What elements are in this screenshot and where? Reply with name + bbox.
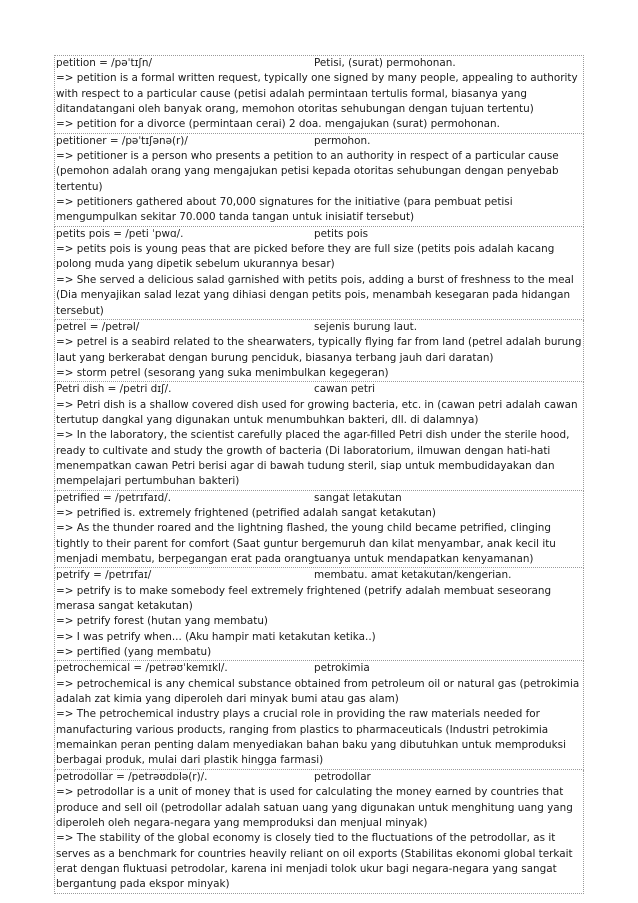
entry-term: petrodollar = /petrəʊdɒlə(r)/. <box>56 770 208 783</box>
entry-line: => petrel is a seabird related to the shearwaters, typically flying far from land (petrel adalah burung laut yang berkerabat dengan burung penciduk, biasanya terbang jauh dari daratan) <box>56 336 582 364</box>
entry-term: petrochemical = /petrəʊˈkemɪkl/. <box>56 662 228 675</box>
entry-line: => petrify is to make somebody feel extremely frightened (petrify adalah membuat seseorang merasa sangat ketakutan) <box>56 584 552 613</box>
entry-petri-dish <box>54 382 584 490</box>
entry-meaning: petits pois <box>314 227 368 240</box>
entry-meaning: cawan petri <box>314 383 376 396</box>
entry-petrify <box>54 568 584 661</box>
entry-line: => pertified (yang membatu) <box>56 646 212 659</box>
entry-term: petrel = /petrəl/ <box>56 320 140 333</box>
entry-line: => storm petrel (sesorang yang suka menimbulkan kegegeran) <box>56 366 389 379</box>
entry-petits-pois <box>54 227 584 320</box>
entry-petrified <box>54 491 584 569</box>
entry-header <box>56 134 582 149</box>
entry-petrochemical <box>54 661 584 769</box>
entry-petition <box>54 55 584 134</box>
entry-term: petrified = /petrɪfaɪd/. <box>56 491 172 504</box>
entry-line: => She served a delicious salad garnished with petits pois, adding a burst of freshness to the meal (Dia menyajikan salad lezat yang dihiasi dengan petits pois, menambah kesegaran pada hidangan tersebut) <box>56 273 574 317</box>
entry-term: petition = /pəˈtɪʃn/ <box>56 57 153 69</box>
entry-line: => petitioners gathered about 70,000 signatures for the initiative (para pembuat petisi mengumpulkan sekitar 70.000 tanda tangan untuk inisiatif tersebut) <box>56 196 513 224</box>
entry-meaning: Petisi, (surat) permohonan. <box>314 57 456 69</box>
entry-meaning: permohon. <box>314 134 371 147</box>
entry-line: => petitioner is a person who presents a petition to an authority in respect of a particular cause (pemohon adalah orang yang mengajukan petisi kepada otoritas sehubungan dengan penyebab tertentu) <box>56 150 559 193</box>
entry-line: => Petri dish is a shallow covered dish used for growing bacteria, etc. in (cawan petri adalah cawan tertutup dangkal yang digunakan untuk menumbuhkan bakteri, dll. di dalamnya) <box>56 398 578 426</box>
entry-meaning: petrodollar <box>314 770 371 783</box>
entry-meaning: sejenis burung laut. <box>314 320 418 333</box>
entry-header <box>56 227 582 242</box>
entry-term: petitioner = /pəˈtɪʃənə(r)/ <box>56 134 188 147</box>
entry-line: => petition for a divorce (permintaan cerai) 2 doa. mengajukan (surat) permohonan. <box>56 118 500 131</box>
entry-petrodollar <box>54 770 584 894</box>
entry-meaning: sangat letakutan <box>314 491 402 504</box>
entry-meaning: petrokimia <box>314 662 370 675</box>
entry-petitioner <box>54 134 584 227</box>
entry-header <box>56 320 582 335</box>
entry-line: => In the laboratory, the scientist carefully placed the agar-filled Petri dish under the sterile hood, ready to cultivate and study the growth of bacteria (Di laboratorium, ilmuwan dengan hati-hati menempatkan cawan Petri berisi agar di bawah tudung steril, siap untuk membudidayakan dan mempelajari pertumbuhan bakteri) <box>56 429 570 488</box>
entry-header <box>56 568 582 583</box>
entry-line: => As the thunder roared and the lightning flashed, the young child became petrified, clinging tightly to their parent for comfort (Saat guntur bergemuruh dan kilat menyambar, anak kecil itu menjadi membatu, berpegangan erat pada orangtuanya untuk mendapatkan kenyamanan) <box>56 522 556 565</box>
entry-line: => petrified is. extremely frightened (petrified adalah sangat ketakutan) <box>56 506 436 519</box>
entry-header <box>56 382 582 397</box>
entry-line: => The stability of the global economy is closely tied to the fluctuations of the petrodollar, as it serves as a benchmark for countries heavily reliant on oil exports (Stabilitas ekonomi global terkait erat dengan fluktuasi petrodolar, karena ini menjadi tolok ukur bagi negara-negara yang sangat bergantung pada ekspor minyak) <box>56 832 573 891</box>
entry-term: petits pois = /peti ˈpwɑ/. <box>56 227 184 240</box>
entry-term: Petri dish = /petri dɪʃ/. <box>56 383 172 396</box>
entry-header <box>56 56 582 71</box>
entry-line: => petrodollar is a unit of money that is used for calculating the money earned by countries that produce and sell oil (petrodollar adalah satuan uang yang digunakan untuk menghitung uang yang diperoleh oleh negara-negara yang memproduksi dan menjual minyak) <box>56 786 573 829</box>
glossary-table <box>54 55 584 894</box>
entry-header <box>56 770 582 785</box>
entry-line: => petrochemical is any chemical substance obtained from petroleum oil or natural gas (petrokimia adalah zat kimia yang diperoleh dari minyak bumi atau gas alam) <box>56 677 580 706</box>
entry-header <box>56 491 582 506</box>
entry-line: => petits pois is young peas that are picked before they are full size (petits pois adalah kacang polong muda yang dipetik sebelum ukurannya besar) <box>56 243 555 271</box>
entry-petrel <box>54 320 584 382</box>
entry-header <box>56 661 582 676</box>
entry-term: petrify = /petrɪfaɪ/ <box>56 569 152 582</box>
entry-line: => The petrochemical industry plays a crucial role in providing the raw materials needed for manufacturing various products, ranging from plastics to pharmaceuticals (Industri petrokimia memainkan peran penting dalam menyediakan bahan baku yang dibutuhkan untuk memproduksi berbagai produk, mulai dari plastik hingga farmasi) <box>56 708 566 767</box>
entry-line: => petrify forest (hutan yang membatu) <box>56 615 268 628</box>
entry-line: => I was petrify when... (Aku hampir mati ketakutan ketika..) <box>56 630 376 643</box>
entry-line: => petition is a formal written request, typically one signed by many people, appealing to authority with respect to a particular cause (petisi adalah permintaan tertulis formal, biasanya yang ditandatangani oleh banyak orang, memohon otoritas sehubungan dengan tujuan tertentu) <box>56 72 578 116</box>
entry-meaning: membatu. amat ketakutan/kengerian. <box>314 569 512 582</box>
